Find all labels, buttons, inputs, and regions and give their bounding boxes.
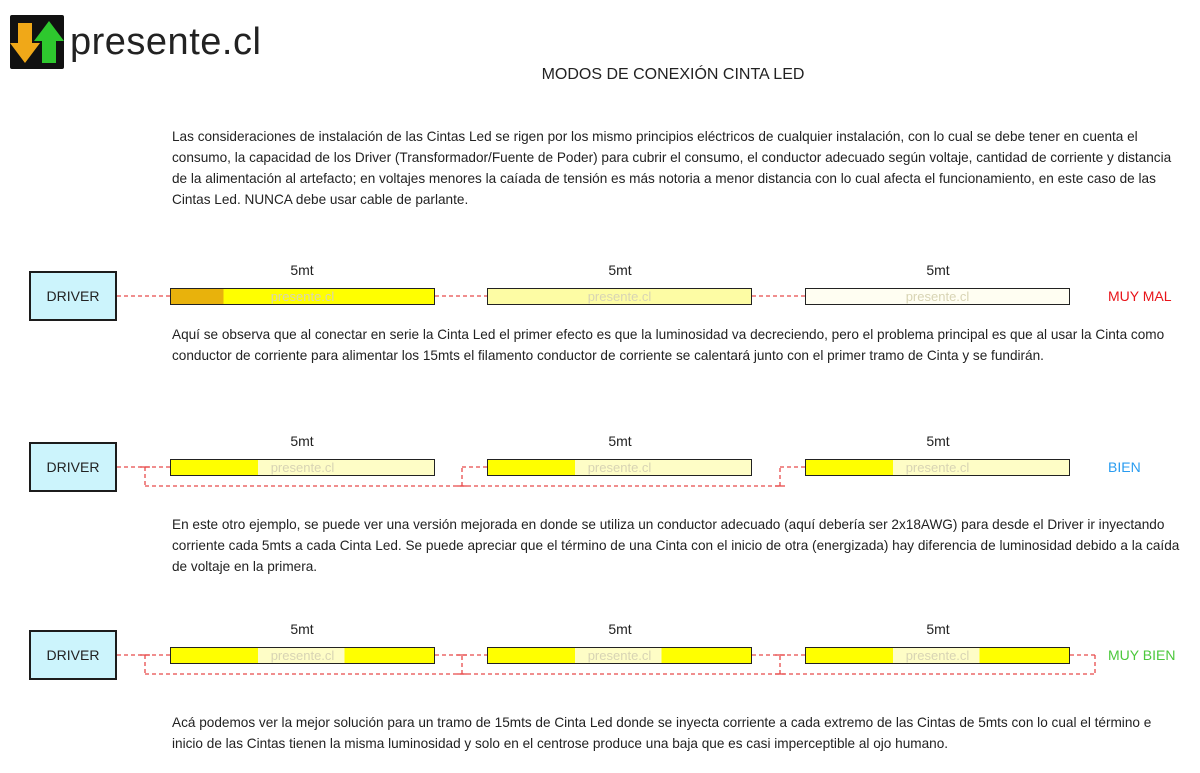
page-title: MODOS DE CONEXIÓN CINTA LED (541, 66, 805, 83)
led-strip (805, 459, 1070, 476)
driver-box: DRIVER (29, 630, 117, 680)
length-label: 5mt (290, 433, 314, 449)
led-strip (487, 459, 752, 476)
watermark: presente.cl (587, 460, 652, 475)
length-label: 5mt (290, 262, 314, 278)
led-strip (487, 647, 752, 664)
driver-box: DRIVER (29, 442, 117, 492)
status-muy-bien: MUY BIEN (1108, 647, 1176, 663)
description-bien: En este otro ejemplo, se puede ver una versión mejorada en donde se utiliza un conductor adecuado (aquí debería ser 2x18AWG) para desde el Driver ir inyectando corriente cada 5mts a cada Cinta Led. Se puede apreciar que el término de una Cinta con el inicio de otra (energizada) hay diferencia de luminosidad debido a la caída de voltaje en la primera. (172, 517, 1180, 574)
length-label: 5mt (926, 621, 950, 637)
watermark: presente.cl (587, 289, 652, 304)
led-strip (487, 288, 752, 305)
watermark: presente.cl (905, 460, 970, 475)
intro-paragraph: Las consideraciones de instalación de las Cintas Led se rigen por los mismo principios eléctricos de cualquier instalación, con lo cual se debe tener en cuenta el consumo, la capacidad de los Driver (Transformador/Fuente de Poder) para cubrir el consumo, el conductor adecuado según voltaje, cantidad de corriente y distancia de la alimentación al artefacto; en voltajes menores la caíada de tensión es más notoria a menor distancia con lo cual afecta el funcionamiento, en este caso de las Cintas Led. NUNCA debe usar cable de parlante. (172, 129, 1172, 207)
length-label: 5mt (290, 621, 314, 637)
brand-name: presente.cl (70, 20, 262, 63)
driver-box: DRIVER (29, 271, 117, 321)
led-strip (170, 647, 435, 664)
length-label: 5mt (608, 433, 632, 449)
description-series: Aquí se observa que al conectar en serie la Cinta Led el primer efecto es que la luminosidad va decreciendo, pero el problema principal es que al usar la Cinta como conductor de corriente para alimentar los 15mts el filamento conductor de corriente se calentará junto con el primer tramo de Cinta y se fundirán. (172, 327, 1165, 363)
led-strip (170, 288, 435, 305)
watermark: presente.cl (905, 648, 970, 663)
watermark: presente.cl (905, 289, 970, 304)
watermark: presente.cl (270, 289, 335, 304)
status-muy-mal: MUY MAL (1108, 288, 1172, 304)
led-strip (170, 459, 435, 476)
length-label: 5mt (608, 621, 632, 637)
watermark: presente.cl (587, 648, 652, 663)
led-strip (805, 647, 1070, 664)
led-strip (805, 288, 1070, 305)
watermark: presente.cl (270, 648, 335, 663)
description-muy-bien: Acá podemos ver la mejor solución para un tramo de 15mts de Cinta Led donde se inyecta corriente a cada extremo de las Cintas de 5mts con lo cual el término e inicio de las Cintas tienen la misma luminosidad y solo en el centrose produce una baja que es casi imperceptible al ojo humano. (172, 715, 1152, 751)
length-label: 5mt (926, 433, 950, 449)
length-label: 5mt (608, 262, 632, 278)
watermark: presente.cl (270, 460, 335, 475)
length-label: 5mt (926, 262, 950, 278)
status-bien: BIEN (1108, 459, 1141, 475)
